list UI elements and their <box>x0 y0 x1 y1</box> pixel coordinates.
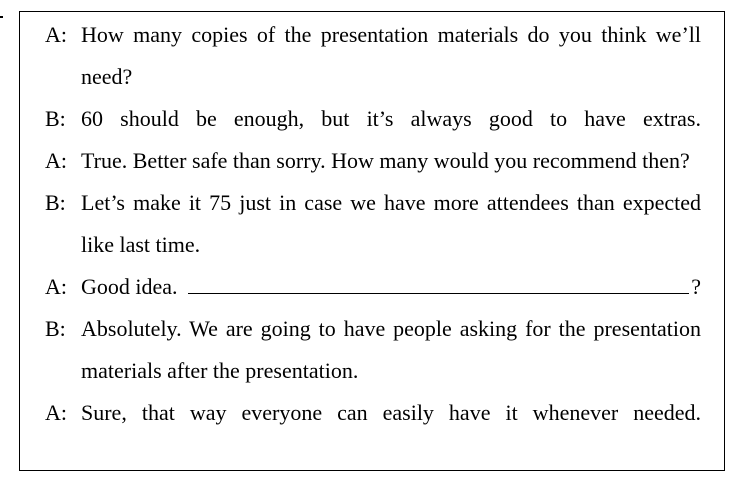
dialogue-turn <box>45 392 701 434</box>
dialogue-turn <box>45 140 701 182</box>
turn-text: Let’s make it 75 just in case we have more attendees than expected like last time. <box>81 190 701 257</box>
dialogue <box>45 14 701 434</box>
turn-text: Good idea. <box>81 274 178 299</box>
margin-mark <box>0 16 3 18</box>
turn-text: Absolutely. We are going to have people asking for the presentation materials after the presentation. <box>81 316 701 383</box>
speaker-label: B: <box>45 190 66 215</box>
dialogue-turn <box>45 14 701 98</box>
turn-text: True. Better safe than sorry. How many would you recommend then? <box>81 148 690 173</box>
answer-blank <box>188 267 690 294</box>
dialogue-turn <box>45 308 701 392</box>
speaker-label: A: <box>45 274 67 299</box>
dialogue-turn <box>45 182 701 266</box>
dialogue-turn <box>45 98 701 140</box>
dialogue-box <box>19 11 725 471</box>
turn-text: 60 should be enough, but it’s always good to have extras. <box>81 106 701 131</box>
speaker-label: A: <box>45 148 67 173</box>
turn-text-with-blank <box>81 266 701 308</box>
speaker-label: B: <box>45 106 66 131</box>
turn-text: Sure, that way everyone can easily have it whenever needed. <box>81 400 701 425</box>
speaker-label: B: <box>45 316 66 341</box>
speaker-label: A: <box>45 400 67 425</box>
blank-end-punctuation: ? <box>691 274 701 299</box>
turn-text: How many copies of the presentation materials do you think we’ll need? <box>81 22 701 89</box>
speaker-label: A: <box>45 22 67 47</box>
dialogue-turn <box>45 266 701 308</box>
